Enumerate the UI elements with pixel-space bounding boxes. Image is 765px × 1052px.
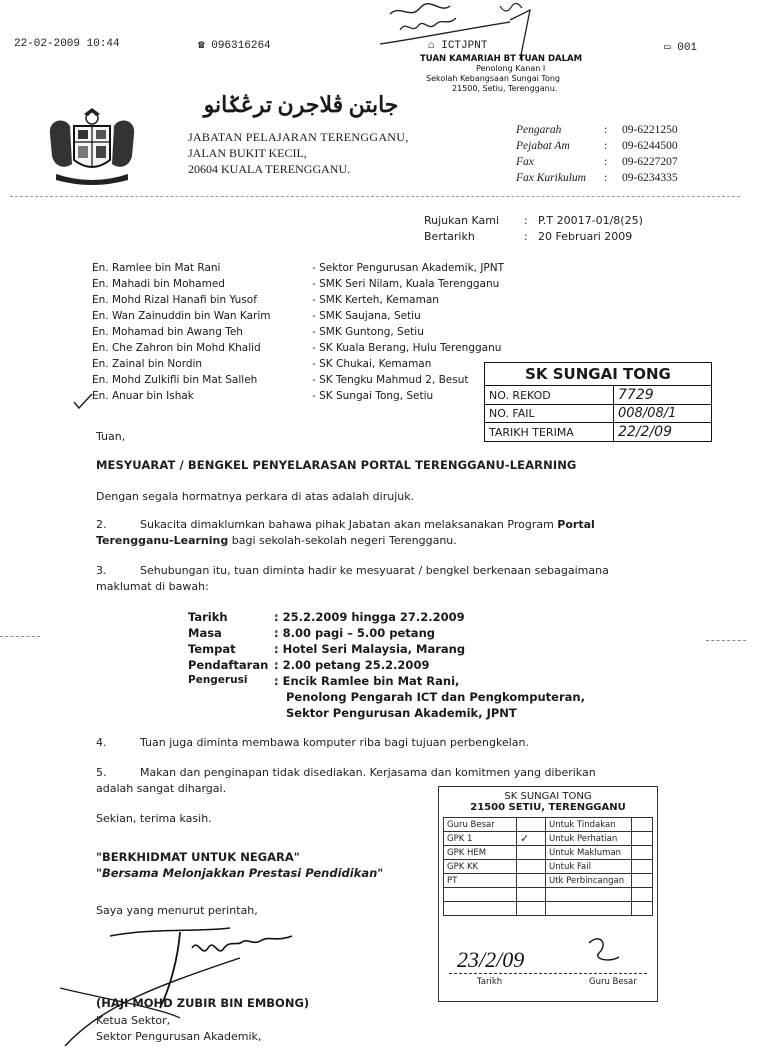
contact-label: Pejabat Am [516,140,570,152]
fax-recipient: ⌂ ICTJPNT [428,40,488,52]
recipient-name: En. Zainal bin Nordin [92,358,203,370]
detail-value: : Encik Ramlee bin Mat Rani, [274,674,460,688]
list-item [92,294,257,306]
officer-stamp: TUAN KAMARIAH BT TUAN DALAM Penolong Kanan I Sekolah Kebangsaan Sungai Tong 21500, Setiu, Terengganu. [420,54,583,93]
recipient-name: En. Mahadi bin Mohamed [92,278,225,290]
contact-value: 09-6221250 [622,124,678,136]
list-item [312,310,421,322]
list-item [92,326,243,338]
record-label: TARIKH TERIMA [485,423,614,442]
paragraph-2-line-1 [140,518,595,531]
stamp-left-cell: GPK 1 [444,832,517,846]
signatory-name: (HAJI MOHD ZUBIR BIN EMBONG) [96,996,310,1010]
stamp-blank-cell [546,902,632,916]
list-item [92,358,202,370]
date-label: Bertarikh [424,230,475,243]
colon: : [524,230,528,243]
coat-of-arms-logo [44,104,140,188]
stamp-blank-cell [546,888,632,902]
list-item [312,262,504,274]
stamp-mark-cell [517,818,546,832]
list-item [312,342,501,354]
detail-label: Tarikh [188,610,228,624]
letterhead-line-1: JABATAN PELAJARAN TERENGGANU, [188,130,409,144]
recipient-name: En. Mohd Rizal Hanafi bin Yusof [92,294,257,306]
date-value: 20 Februari 2009 [538,230,633,243]
stamp-mark-cell [632,860,653,874]
recipient-org: - SMK Saujana, Setiu [312,310,421,322]
stamp-mark-cell [517,860,546,874]
stamp-signature [579,933,629,973]
motto-1: "BERKHIDMAT UNTUK NEGARA" [96,850,300,864]
stamp-footer-right: Guru Besar [589,977,637,987]
page-icon: ▭ [664,42,671,54]
recipient-org: - SMK Seri Nilam, Kuala Terengganu [312,278,500,290]
list-item [92,262,220,274]
list-item [312,278,499,290]
paragraph-text: Sukacita dimaklumkan bahawa pihak Jabatan akan melaksanakan Program [140,518,554,531]
paragraph-4-text: Tuan juga diminta membawa komputer riba bagi tujuan perbengkelan. [140,736,530,749]
record-stamp-title: SK SUNGAI TONG [485,363,712,386]
salutation: Tuan, [96,430,126,443]
school-stamp [438,786,658,1002]
stamp-mark-cell [632,832,653,846]
stamp-mark-cell [632,818,653,832]
detail-value-continued: Sektor Pengurusan Akademik, JPNT [286,706,517,720]
reference-label: Rujukan Kami [424,214,500,227]
school-stamp-subtitle: 21500 SETIU, TERENGGANU [470,802,626,813]
detail-value: : 8.00 pagi – 5.00 petang [274,626,435,640]
colon: : [604,172,608,184]
list-item [312,374,468,386]
record-label: NO. REKOD [485,386,614,405]
fax-datetime: 22-02-2009 10:44 [14,38,120,50]
fax-page-number: ▭ 001 [664,42,698,54]
recipient-org: - SMK Kerteh, Kemaman [312,294,439,306]
stamp-blank-cell [632,902,653,916]
handwritten-annotation [360,0,560,60]
stamp-date: 23/2/09 [457,947,525,972]
recipient-org: - SK Chukai, Kemaman [312,358,432,370]
recipient-org: - SK Kuala Berang, Hulu Terengganu [312,342,502,354]
list-item [92,278,225,290]
list-item [312,326,424,338]
record-label: NO. FAIL [485,405,614,423]
record-value: 22/2/09 [614,423,712,442]
recipient-org: - Sektor Pengurusan Akademik, JPNT [312,262,505,274]
detail-value: : 2.00 petang 25.2.2009 [274,658,430,672]
stamp-blank-cell [632,888,653,902]
recipient-name: En. Wan Zainuddin bin Wan Karim [92,310,271,322]
paragraph-4-number: 4. [96,736,107,749]
stamp-right-cell: Untuk Tindakan [546,818,632,832]
stamp-footer-line [449,973,647,974]
list-item [312,358,431,370]
paragraph-2-number: 2. [96,518,107,531]
detail-label: Tempat [188,642,236,656]
detail-label: Pengerusi [188,674,248,686]
paragraph-3-line-1: Sehubungan itu, tuan diminta hadir ke mesyuarat / bengkel berkenaan sebagaimana [140,564,609,577]
stamp-footer-left: Tarikh [477,977,503,987]
detail-value: : 25.2.2009 hingga 27.2.2009 [274,610,465,624]
tick-icon: ✓ [520,832,530,845]
recipient-name: En. Anuar bin Ishak [92,390,194,402]
check-mark-icon [72,392,94,410]
colon: : [604,124,608,136]
colon: : [604,140,608,152]
paragraph-3-number: 3. [96,564,107,577]
letterhead-line-3: 20604 KUALA TERENGGANU. [188,162,351,176]
stamp-blank-cell [517,902,546,916]
fax-phone-number: ☎ 096316264 [198,40,271,52]
paragraph-5-number: 5. [96,766,107,779]
contact-label: Fax Kurikulum [516,172,586,184]
recipient-name: En. Che Zahron bin Mohd Khalid [92,342,261,354]
signature [60,918,320,1048]
signatory-title-2: Sektor Pengurusan Akademik, [96,1030,262,1043]
detail-value-continued: Penolong Pengarah ICT dan Pengkomputeran, [286,690,585,704]
colon: : [604,156,608,168]
stamp-blank-cell [444,888,517,902]
stamp-mark-cell [517,846,546,860]
stamp-mark-cell [632,874,653,888]
recipient-name: En. Mohamad bin Awang Teh [92,326,243,338]
contact-value: 09-6244500 [622,140,678,152]
signatory-title-1: Ketua Sektor, [96,1014,171,1027]
list-item [312,390,433,402]
school-stamp-title: SK SUNGAI TONG [504,791,592,802]
detail-label: Pendaftaran [188,658,269,672]
contact-label: Pengarah [516,124,562,136]
detail-value: : Hotel Seri Malaysia, Marang [274,642,466,656]
stamp-left-cell: PT [444,874,517,888]
reference-value: P.T 20017-01/8(25) [538,214,643,227]
phone-icon: ☎ [198,40,205,52]
list-item [92,374,257,386]
paragraph-text: bagi sekolah-sekolah negeri Terengganu. [231,534,457,547]
contact-value: 09-6227207 [622,156,678,168]
recipient-name: En. Mohd Zulkifli bin Mat Salleh [92,374,258,386]
stamp-blank-cell [517,888,546,902]
recipient-org: - SK Sungai Tong, Setiu [312,390,434,402]
letterhead-line-2: JALAN BUKIT KECIL, [188,146,307,160]
list-item [92,342,261,354]
list-item [92,390,194,402]
stamp-mark-cell [517,874,546,888]
stamp-left-cell: Guru Besar [444,818,517,832]
margin-mark [0,636,40,637]
record-value: 008/08/1 [614,405,712,423]
paragraph-bold: Terengganu-Learning [96,534,229,547]
motto-2: "Bersama Melonjakkan Prestasi Pendidikan" [96,866,384,880]
paragraph-1: Dengan segala hormatnya perkara di atas adalah dirujuk. [96,490,415,503]
stamp-mark-cell [632,846,653,860]
letterhead-divider [10,196,740,197]
subject-heading: MESYUARAT / BENGKEL PENYELARASAN PORTAL TERENGGANU-LEARNING [96,458,577,472]
paragraph-5-line-1: Makan dan penginapan tidak disediakan. Kerjasama dan komitmen yang diberikan [140,766,596,779]
margin-mark [706,640,746,641]
stamp-mark-cell [517,832,546,846]
list-item [312,294,439,306]
paragraph-3-line-2: maklumat di bawah: [96,580,209,593]
closing: Sekian, terima kasih. [96,812,212,825]
list-item [92,310,271,322]
recipient-org: - SK Tengku Mahmud 2, Besut [312,374,469,386]
recipient-name: En. Ramlee bin Mat Rani [92,262,221,274]
colon: : [524,214,528,227]
stamp-right-cell: Untuk Makluman [546,846,632,860]
contact-value: 09-6234335 [622,172,678,184]
record-value: 7729 [614,386,712,405]
school-stamp-grid [443,817,653,916]
detail-label: Masa [188,626,222,640]
contact-label: Fax [516,156,534,168]
stamp-right-cell: Utk Perbincangan [546,874,632,888]
jawi-title: جابتن ڤلاجرن ترڠݢانو [203,92,399,117]
stamp-right-cell: Untuk Perhatian [546,832,632,846]
stamp-right-cell: Untuk Fail [546,860,632,874]
signoff: Saya yang menurut perintah, [96,904,258,917]
house-icon: ⌂ [428,40,435,52]
stamp-left-cell: GPK KK [444,860,517,874]
paragraph-2-line-2 [96,534,457,547]
paragraph-bold: Portal [557,518,595,531]
paragraph-5-line-2: adalah sangat dihargai. [96,782,227,795]
record-stamp-table [484,362,712,442]
stamp-blank-cell [444,902,517,916]
stamp-left-cell: GPK HEM [444,846,517,860]
recipient-org: - SMK Guntong, Setiu [312,326,424,338]
